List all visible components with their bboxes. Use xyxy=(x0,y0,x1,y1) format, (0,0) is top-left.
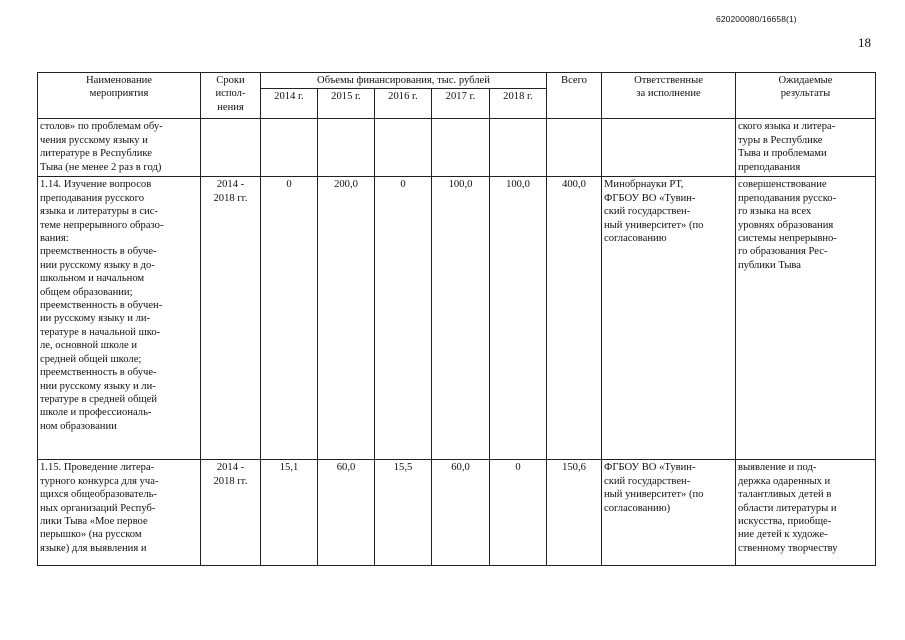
table-row xyxy=(38,177,876,460)
row-term: 2014 - 2018 гг. xyxy=(201,177,261,460)
row-total: 150,6 xyxy=(547,460,602,566)
row-name: 1.15. Проведение литера- турного конкурса для уча- щихся общеобразователь- ных организаций Респуб- лики Тыва «Мое первое перышко» (на русском языке) для выявления и xyxy=(38,460,201,566)
row-value-2018: 100,0 xyxy=(490,177,547,460)
row-expected: совершенствование преподавания русско- го языка на всех уровнях образования системы непрерывно- го образования Рес- публики Тыва xyxy=(736,177,876,460)
row-value-2015: 200,0 xyxy=(318,177,375,460)
row-responsible: ФГБОУ ВО «Тувин- ский государствен- ный университет» (по согласованию) xyxy=(602,460,736,566)
row-value-2017: 60,0 xyxy=(432,460,490,566)
page-number: 18 xyxy=(858,35,871,50)
row-value-2014 xyxy=(261,119,318,177)
row-responsible xyxy=(602,119,736,177)
row-value-2016 xyxy=(375,119,432,177)
row-value-2014: 15,1 xyxy=(261,460,318,566)
row-value-2015: 60,0 xyxy=(318,460,375,566)
row-total xyxy=(547,119,602,177)
row-term: 2014 - 2018 гг. xyxy=(201,460,261,566)
table-row xyxy=(38,119,876,177)
header-year-2015: 2015 г. xyxy=(318,89,375,119)
row-value-2018: 0 xyxy=(490,460,547,566)
header-year-2014: 2014 г. xyxy=(261,89,318,119)
row-value-2017 xyxy=(432,119,490,177)
header-funding: Объемы финансирования, тыс. рублей xyxy=(261,73,547,89)
row-responsible: Минобрнауки РТ, ФГБОУ ВО «Тувин- ский государствен- ный университет» (по согласованию xyxy=(602,177,736,460)
row-value-2017: 100,0 xyxy=(432,177,490,460)
row-value-2018 xyxy=(490,119,547,177)
row-value-2016: 0 xyxy=(375,177,432,460)
row-term xyxy=(201,119,261,177)
header-expected: Ожидаемые результаты xyxy=(736,73,876,119)
row-value-2016: 15,5 xyxy=(375,460,432,566)
row-name: столов» по проблемам обу- чения русскому языку и литературе в Республике Тыва (не менее 2 раз в год) xyxy=(38,119,201,177)
header-responsible: Ответственные за исполнение xyxy=(602,73,736,119)
row-total: 400,0 xyxy=(547,177,602,460)
header-year-2017: 2017 г. xyxy=(432,89,490,119)
row-expected: выявление и под- держка одаренных и талантливых детей в области литературы и искусства, приобще- ние детей к художе- ственному творчеству xyxy=(736,460,876,566)
header-year-2018: 2018 г. xyxy=(490,89,547,119)
header-total: Всего xyxy=(547,73,602,119)
table-row xyxy=(38,460,876,566)
funding-table xyxy=(37,72,876,566)
header-year-2016: 2016 г. xyxy=(375,89,432,119)
row-name: 1.14. Изучение вопросов преподавания русского языка и литературы в сис- теме непрерывного образо- вания: преемственность в обуче- нии русскому языку в до- школьном и начальном общем образовании; преемственность в обучен- ии русскому языку и ли- тературе в начальной шко- ле, основной школе и средней общей школе; преемственность в обуче- нии русскому языку и ли- тературе в средней общей школе и профессиональ- ном образовании xyxy=(38,177,201,460)
row-value-2015 xyxy=(318,119,375,177)
header-terms: Сроки испол- нения xyxy=(201,73,261,119)
document-id: 620200080/16658(1) xyxy=(716,14,797,24)
header-name: Наименование мероприятия xyxy=(38,73,201,119)
row-value-2014: 0 xyxy=(261,177,318,460)
row-expected: ского языка и литера- туры в Республике Тыва и проблемами преподавания xyxy=(736,119,876,177)
